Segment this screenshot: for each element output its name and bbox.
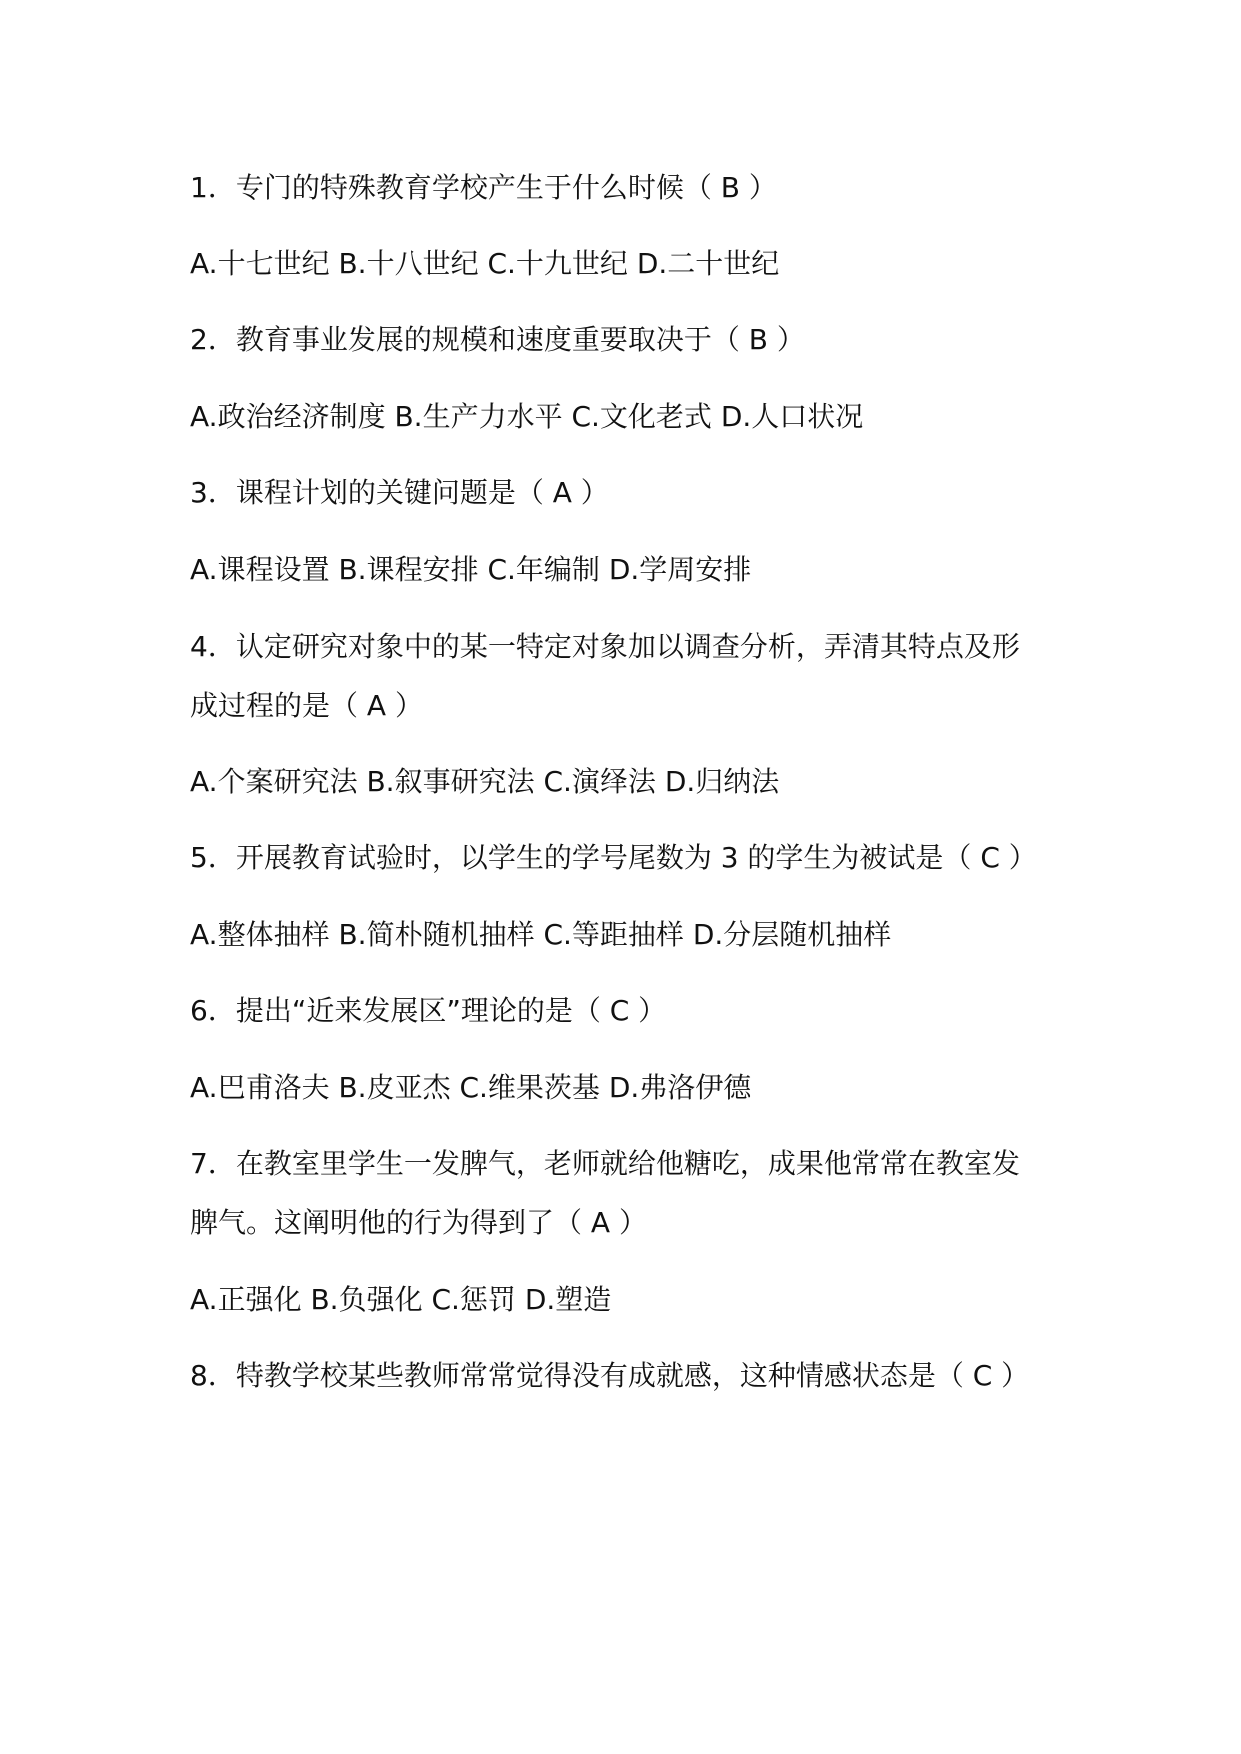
question-4-stem: 4．认定研究对象中的某一特定对象加以调查分析，弄清其特点及形 xyxy=(190,630,1020,663)
question-7-stem: 7．在教室里学生一发脾气，老师就给他糖吃，成果他常常在教室发 xyxy=(190,1147,1020,1180)
question-4-options: A.个案研究法 B.叙事研究法 C.演绎法 D.归纳法 xyxy=(190,765,780,798)
question-3-options: A.课程设置 B.课程安排 C.年编制 D.学周安排 xyxy=(190,553,752,586)
question-7-stem-continued: 脾气。这阐明他的行为得到了（ A ） xyxy=(190,1206,647,1239)
question-8-stem: 8．特教学校某些教师常常觉得没有成就感，这种情感状态是（ C ） xyxy=(190,1359,1030,1392)
question-2-options: A.政治经济制度 B.生产力水平 C.文化老式 D.人口状况 xyxy=(190,400,864,433)
question-2-stem: 2．教育事业发展的规模和速度重要取决于（ B ） xyxy=(190,323,805,356)
question-7-options: A.正强化 B.负强化 C.惩罚 D.塑造 xyxy=(190,1283,612,1316)
question-1-options: A.十七世纪 B.十八世纪 C.十九世纪 D.二十世纪 xyxy=(190,247,780,280)
question-6-options: A.巴甫洛夫 B.皮亚杰 C.维果茨基 D.弗洛伊德 xyxy=(190,1071,752,1104)
question-5-options: A.整体抽样 B.简朴随机抽样 C.等距抽样 D.分层随机抽样 xyxy=(190,918,892,951)
question-1-stem: 1．专门的特殊教育学校产生于什么时候（ B ） xyxy=(190,171,777,204)
question-4-stem-continued: 成过程的是（ A ） xyxy=(190,689,423,722)
question-3-stem: 3．课程计划的关键问题是（ A ） xyxy=(190,476,609,509)
question-5-stem: 5．开展教育试验时，以学生的学号尾数为 3 的学生为被试是（ C ） xyxy=(190,841,1037,874)
question-6-stem: 6．提出“近来发展区”理论的是（ C ） xyxy=(190,994,667,1027)
